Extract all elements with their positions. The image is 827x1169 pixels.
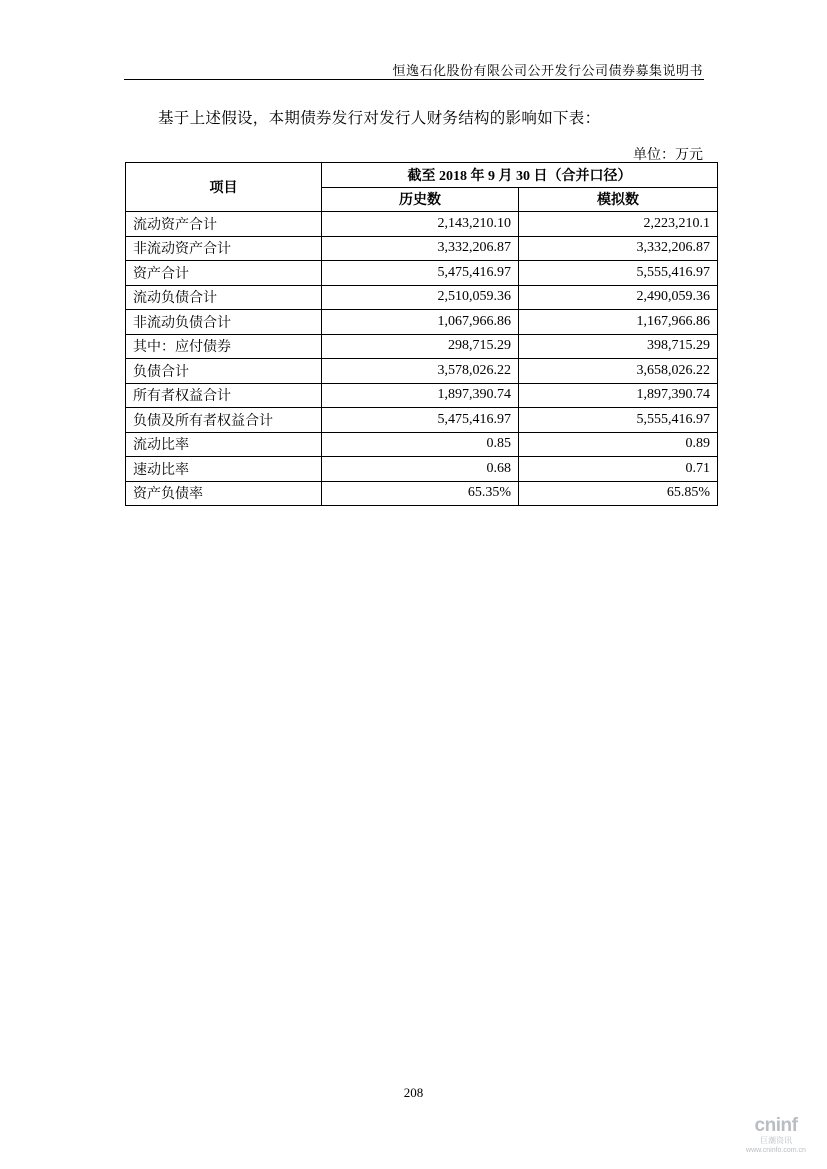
simulated-value: 65.85% — [519, 481, 718, 506]
table-row — [126, 408, 718, 433]
table-row — [126, 432, 718, 457]
simulated-value: 1,167,966.86 — [519, 310, 718, 335]
row-label: 其中：应付债券 — [126, 334, 322, 359]
simulated-value: 5,555,416.97 — [519, 261, 718, 286]
row-label: 负债及所有者权益合计 — [126, 408, 322, 433]
intro-paragraph: 基于上述假设，本期债券发行对发行人财务结构的影响如下表： — [158, 110, 601, 127]
watermark-logo-text: cninf — [754, 1115, 798, 1136]
item-column-header: 项目 — [126, 163, 322, 212]
table-row — [126, 310, 718, 335]
historical-value: 0.85 — [322, 432, 519, 457]
table-row — [126, 457, 718, 482]
historical-value: 65.35% — [322, 481, 519, 506]
historical-value: 2,510,059.36 — [322, 285, 519, 310]
financial-structure-table — [125, 162, 718, 506]
row-label: 速动比率 — [126, 457, 322, 482]
historical-value: 5,475,416.97 — [322, 261, 519, 286]
unit-label: 单位：万元 — [633, 148, 703, 163]
row-label: 流动负债合计 — [126, 285, 322, 310]
table-row — [126, 261, 718, 286]
simulated-value: 0.89 — [519, 432, 718, 457]
historical-value: 2,143,210.10 — [322, 212, 519, 237]
row-label: 资产合计 — [126, 261, 322, 286]
simulated-value: 2,490,059.36 — [519, 285, 718, 310]
page-number: 208 — [403, 1085, 424, 1100]
table-row — [126, 481, 718, 506]
historical-column-header: 历史数 — [322, 187, 519, 212]
simulated-value: 2,223,210.1 — [519, 212, 718, 237]
table-row — [126, 236, 718, 261]
historical-value: 1,067,966.86 — [322, 310, 519, 335]
row-label: 所有者权益合计 — [126, 383, 322, 408]
table-row — [126, 359, 718, 384]
row-label: 流动资产合计 — [126, 212, 322, 237]
header-divider — [124, 79, 704, 80]
watermark-url: www.cninfo.com.cn — [746, 1147, 806, 1154]
table-header-row — [126, 163, 718, 188]
historical-value: 298,715.29 — [322, 334, 519, 359]
simulated-value: 3,658,026.22 — [519, 359, 718, 384]
historical-value: 5,475,416.97 — [322, 408, 519, 433]
historical-value: 3,578,026.22 — [322, 359, 519, 384]
row-label: 非流动资产合计 — [126, 236, 322, 261]
simulated-value: 398,715.29 — [519, 334, 718, 359]
table-row — [126, 285, 718, 310]
simulated-value: 0.71 — [519, 457, 718, 482]
simulated-column-header: 模拟数 — [519, 187, 718, 212]
watermark-cn-name: 巨潮资讯 — [760, 1136, 792, 1145]
historical-value: 1,897,390.74 — [322, 383, 519, 408]
row-label: 非流动负债合计 — [126, 310, 322, 335]
simulated-value: 1,897,390.74 — [519, 383, 718, 408]
simulated-value: 3,332,206.87 — [519, 236, 718, 261]
row-label: 资产负债率 — [126, 481, 322, 506]
table-row — [126, 334, 718, 359]
historical-value: 0.68 — [322, 457, 519, 482]
period-header: 截至 2018 年 9 月 30 日（合并口径） — [322, 163, 718, 188]
cninfo-watermark-logo — [741, 1116, 811, 1155]
row-label: 负债合计 — [126, 359, 322, 384]
row-label: 流动比率 — [126, 432, 322, 457]
table-row — [126, 212, 718, 237]
document-header-title: 恒逸石化股份有限公司公开发行公司债券募集说明书 — [392, 63, 703, 78]
simulated-value: 5,555,416.97 — [519, 408, 718, 433]
table-row — [126, 383, 718, 408]
historical-value: 3,332,206.87 — [322, 236, 519, 261]
